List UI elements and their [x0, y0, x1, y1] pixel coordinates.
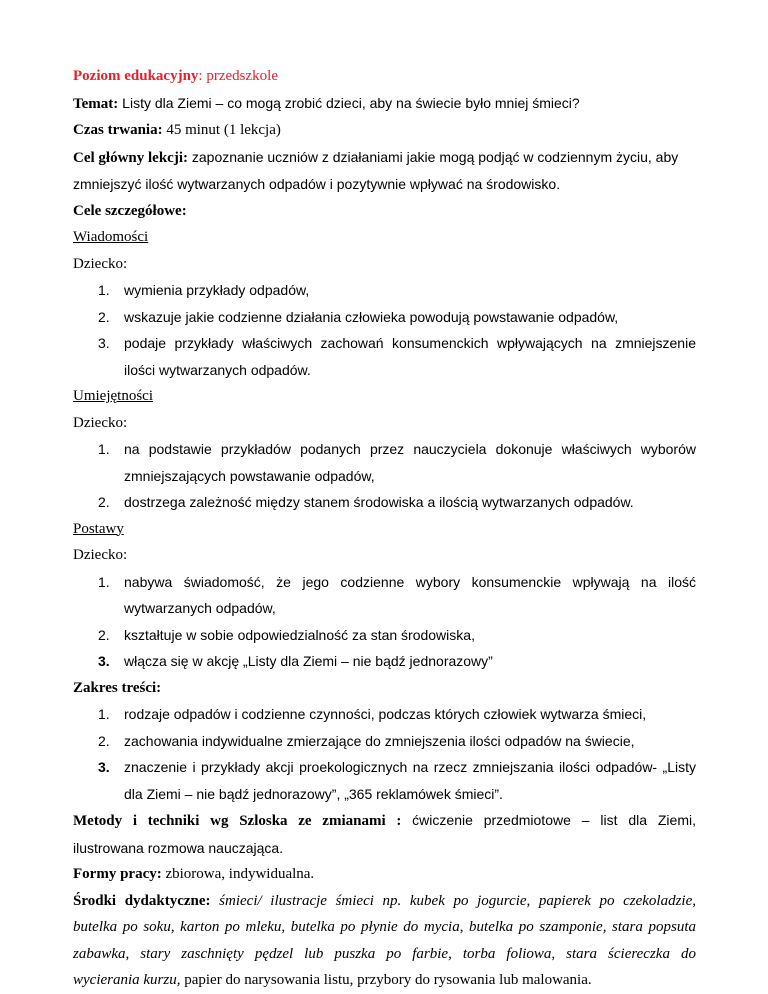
- work-forms: [73, 861, 696, 888]
- duration-value: 45 minut (1 lekcja): [162, 122, 281, 138]
- education-level-label: Poziom edukacyjny: [73, 68, 199, 84]
- methods-line-2: ilustrowana rozmowa nauczająca.: [73, 839, 284, 856]
- list-item-text: podaje przykłady właściwych zachowań konsumenckich wpływających na zmniejszenie: [124, 335, 696, 351]
- list-item-text-cont: dla Ziemi – nie bądź jednorazowy”, „365 reklamówek śmieci”.: [124, 785, 503, 802]
- skills-heading: Umiejętności: [73, 388, 153, 404]
- skills-item-2: [73, 489, 696, 516]
- knowledge-child: Dziecko:: [73, 255, 128, 272]
- list-item-text-cont: wytwarzanych odpadów,: [124, 600, 276, 616]
- means-line-2: butelka po soku, karton po mleku, butelka po płynie do mycia, butelka po szamponie, stara popsuta: [73, 919, 696, 935]
- list-number: 1.: [98, 282, 110, 298]
- means-line-4-italic: wycierania kurzu,: [73, 972, 181, 988]
- skills-item-1: [73, 436, 696, 489]
- topic-label: Temat:: [73, 95, 119, 112]
- attitudes-heading: Postawy: [73, 520, 124, 537]
- list-number: 3.: [98, 653, 110, 669]
- forms-value: zbiorowa, indywidualna.: [161, 866, 315, 882]
- attitudes-child: Dziecko:: [73, 547, 128, 563]
- topic-value: Listy dla Ziemi – co mogą zrobić dzieci, aby na świecie było mniej śmieci?: [118, 94, 580, 111]
- education-level-value: : przedszkole: [198, 68, 278, 84]
- list-number: 1.: [98, 441, 110, 457]
- list-item-text: znaczenie i przykłady akcji proekologicznych na rzecz zmniejszania ilości odpadów- „Listy: [124, 759, 696, 775]
- teaching-means: [73, 888, 696, 915]
- detailed-goals-label: Cele szczegółowe:: [73, 202, 187, 219]
- list-item-text: wymienia przykłady odpadów,: [124, 282, 310, 298]
- lesson-plan: [73, 63, 696, 994]
- knowledge-item-1: [73, 277, 696, 304]
- skills-child: Dziecko:: [73, 414, 128, 431]
- main-goal-label: Cel główny lekcji:: [73, 149, 188, 166]
- methods-label: Metody i techniki wg Szloska ze zmianami :: [73, 813, 402, 829]
- list-number: 1.: [98, 706, 110, 722]
- detailed-goals-heading: [73, 198, 696, 225]
- list-item-text: dostrzega zależność między stanem środowiska a ilością wytwarzanych odpadów.: [124, 494, 634, 510]
- list-number: 1.: [98, 573, 110, 590]
- knowledge-item-3: [73, 330, 696, 383]
- education-level: [73, 63, 696, 90]
- methods-line-1: ćwiczenie przedmiotowe – list dla Ziemi,: [401, 812, 696, 828]
- list-number: 2.: [98, 494, 110, 510]
- means-line-4-row: [73, 967, 696, 994]
- means-line-1: śmieci/ ilustracje śmieci np. kubek po jogurcie, papierek po czekoladzie,: [210, 892, 696, 909]
- main-goal-line-2: zmniejszyć ilość wytwarzanych odpadów i pozytywnie wpływać na środowisko.: [73, 176, 561, 192]
- main-goal-line-1: zapoznanie uczniów z działaniami jakie mogą podjąć w codziennym życiu, aby: [187, 148, 679, 165]
- means-label: Środki dydaktyczne:: [73, 892, 211, 909]
- list-item-text: zachowania indywidualne zmierzające do zmniejszenia ilości odpadów na świecie,: [124, 732, 635, 749]
- means-line-4-rest: papier do narysowania listu, przybory do rysowania lub malowania.: [180, 972, 592, 988]
- duration-label: Czas trwania:: [73, 122, 163, 138]
- means-line-3-row: [73, 941, 696, 968]
- list-number: 2.: [98, 732, 110, 749]
- list-item-text: wskazuje jakie codzienne działania człowieka powodują powstawanie odpadów,: [124, 308, 619, 325]
- content-scope-item-3: [73, 754, 696, 807]
- lesson-topic: [73, 90, 696, 118]
- forms-label: Formy pracy:: [73, 866, 162, 882]
- list-item-text: rodzaje odpadów i codzienne czynności, podczas których człowiek wytwarza śmieci,: [124, 706, 647, 722]
- lesson-duration: [73, 117, 696, 144]
- attitudes-item-2: [73, 622, 696, 649]
- means-line-3: zabawka, stary zaschnięty pędzel lub puszka po farbie, torba foliowa, stara ściereczka do: [73, 945, 696, 962]
- main-goal: [73, 144, 696, 172]
- means-line-2-row: [73, 914, 696, 941]
- list-item-text: włącza się w akcję „Listy dla Ziemi – nie bądź jednorazowy”: [124, 653, 493, 669]
- content-scope-item-1: [73, 701, 696, 728]
- list-item-text-cont: ilości wytwarzanych odpadów.: [124, 361, 311, 378]
- list-number: 2.: [98, 626, 110, 643]
- methods: [73, 807, 696, 835]
- list-item-text: na podstawie przykładów podanych przez nauczyciela dokonuje właściwych wyborów: [124, 441, 696, 457]
- content-scope-item-2: [73, 728, 696, 755]
- list-item-text: nabywa świadomość, że jego codzienne wybory konsumenckie wpływają na ilość: [124, 573, 696, 590]
- list-item-text: kształtuje w sobie odpowiedzialność za stan środowiska,: [124, 626, 475, 643]
- list-number: 3.: [98, 759, 110, 775]
- knowledge-heading: Wiadomości: [73, 229, 149, 245]
- attitudes-item-1: [73, 569, 696, 622]
- list-item-text-cont: zmniejszających powstawanie odpadów,: [124, 467, 375, 484]
- content-scope-label: Zakres treści:: [73, 679, 162, 696]
- attitudes-item-3: [73, 648, 696, 675]
- knowledge-item-2: [73, 304, 696, 331]
- content-scope-heading: [73, 675, 696, 702]
- list-number: 2.: [98, 308, 110, 325]
- list-number: 3.: [98, 335, 110, 351]
